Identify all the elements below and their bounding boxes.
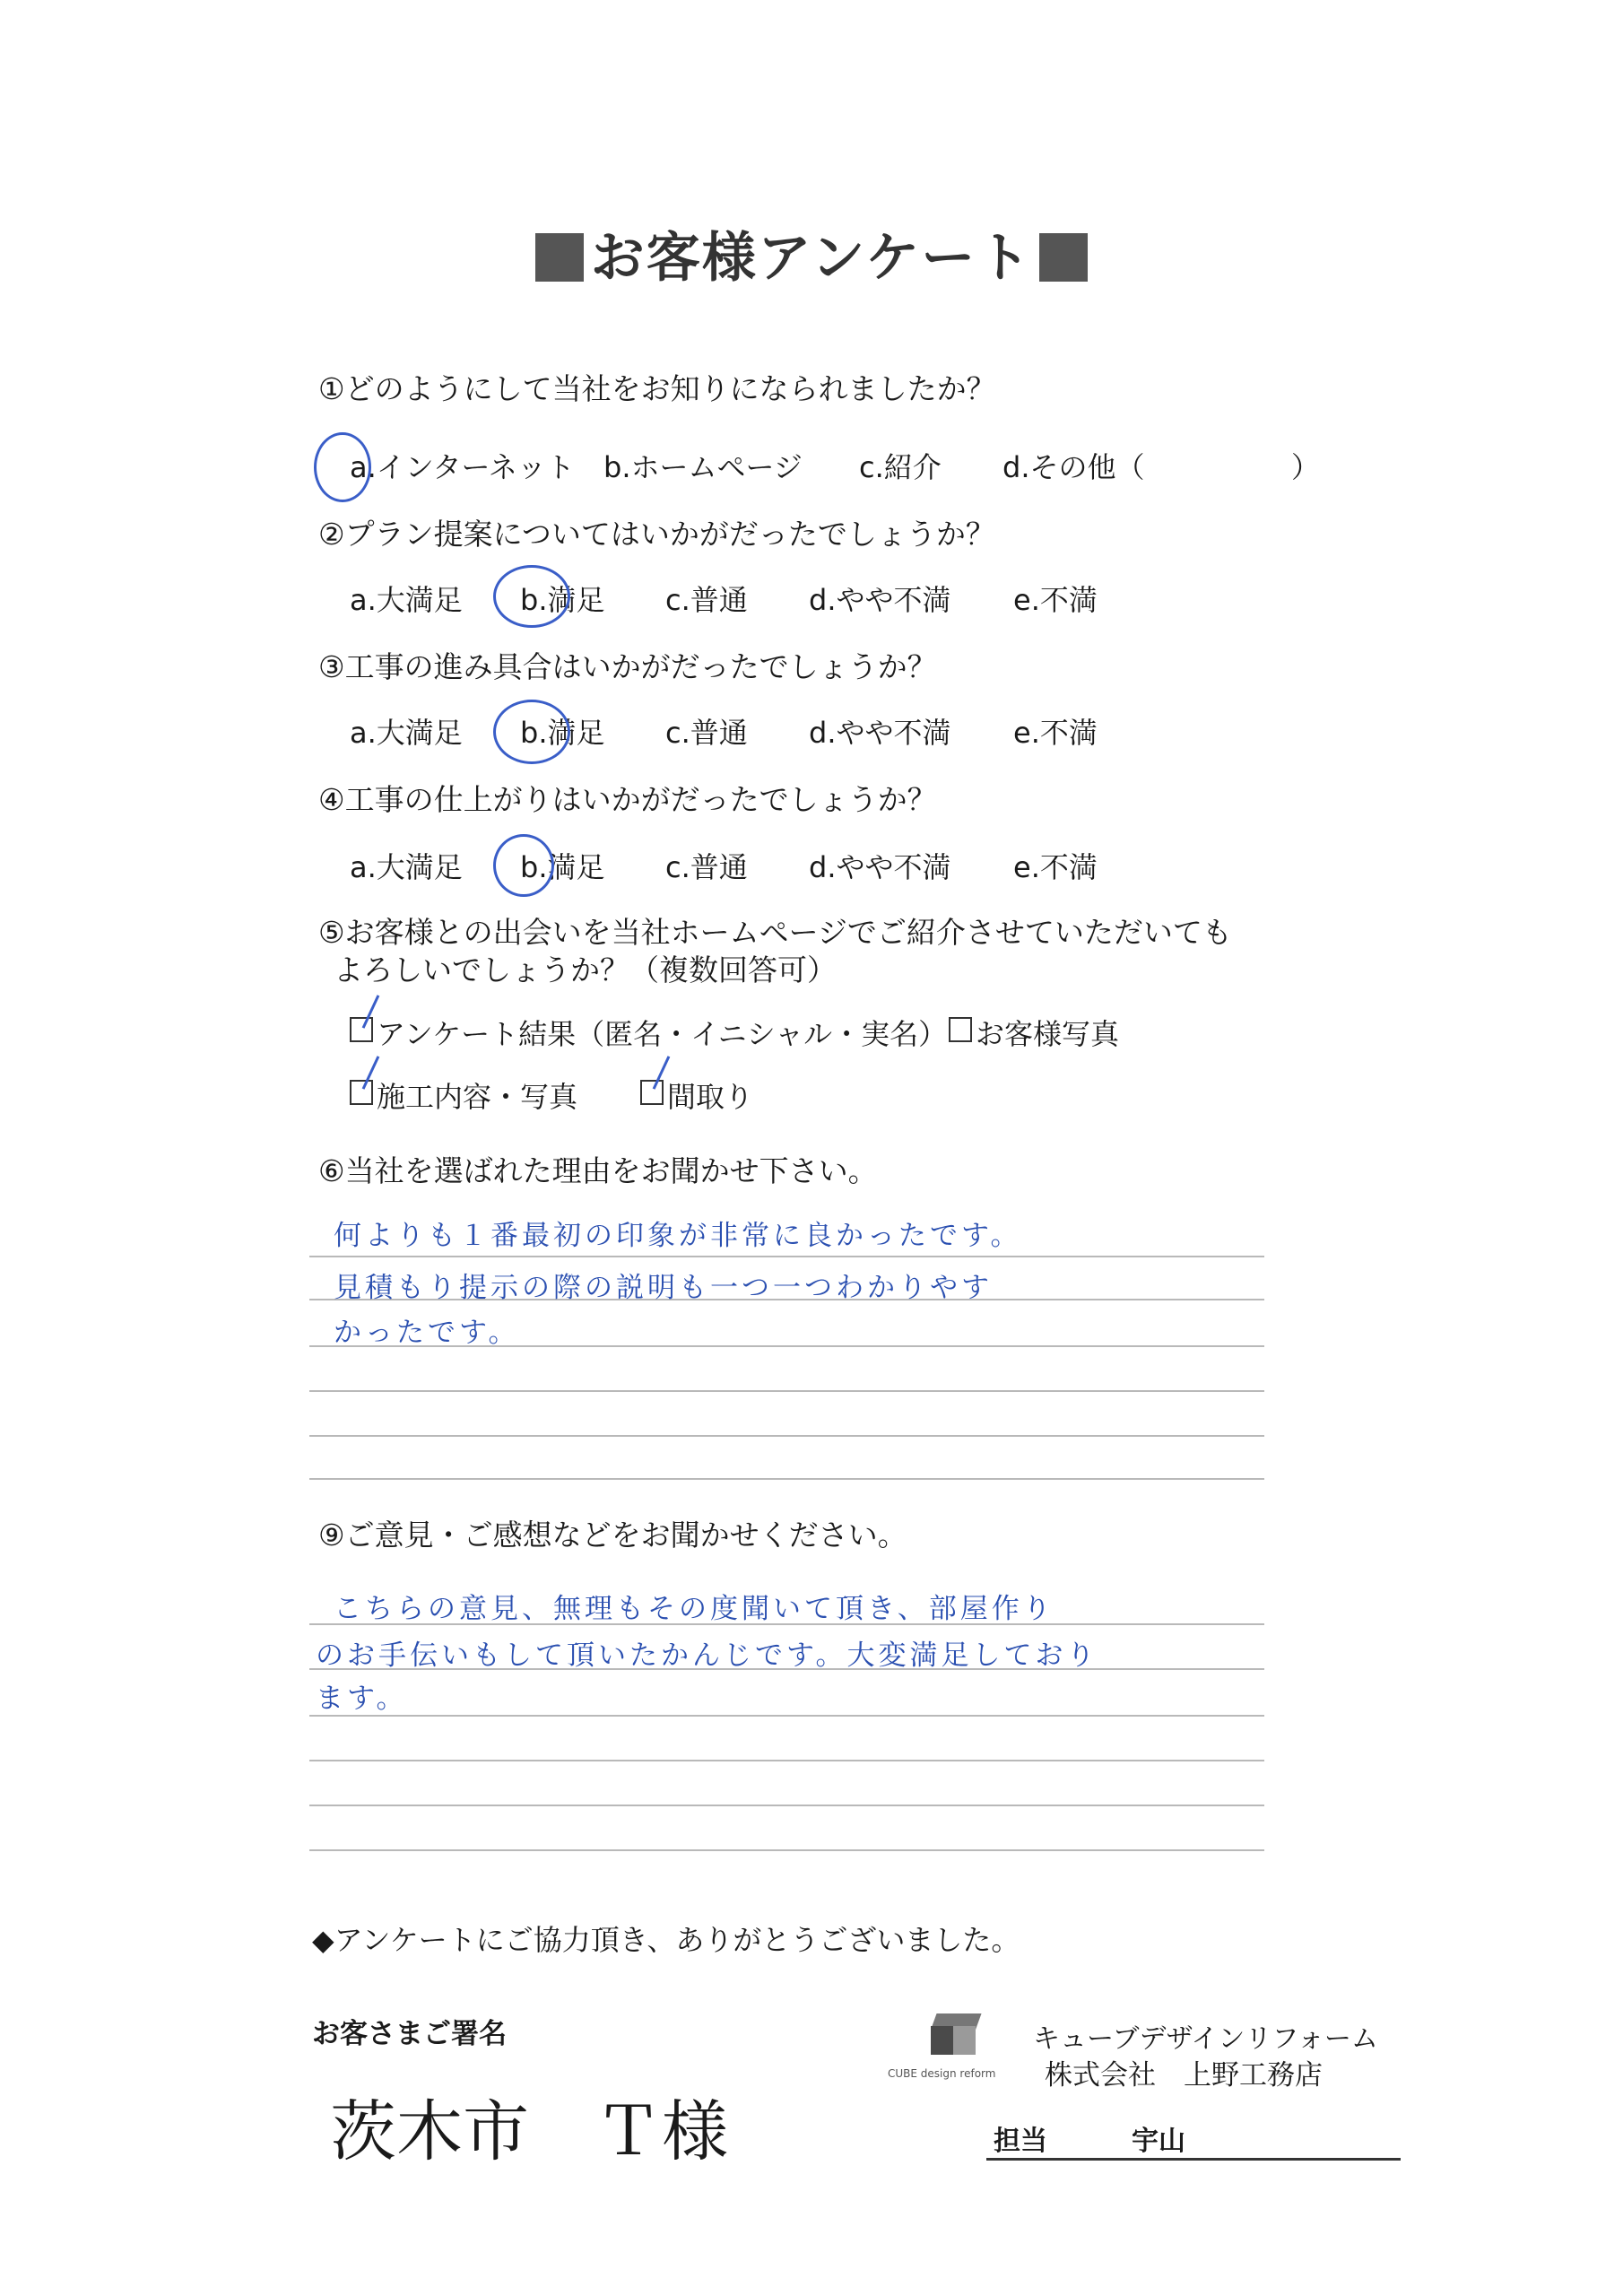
answer-rule xyxy=(309,1715,1264,1717)
q1-option-d-close: ） xyxy=(1291,450,1321,484)
q1-option-a[interactable]: a.インターネット xyxy=(350,450,575,484)
q5-checkbox-photo[interactable] xyxy=(949,1017,972,1042)
answer-rule xyxy=(309,1256,1264,1257)
question-2: ②プラン提案についてはいかがだったでしょうか？ xyxy=(318,517,995,552)
question-6: ⑥当社を選ばれた理由をお聞かせ下さい。 xyxy=(318,1153,878,1188)
staff-underline xyxy=(986,2158,1401,2161)
question-5-line1: ⑤お客様との出会いを当社ホームページでご紹介させていただいても xyxy=(318,915,1232,950)
question-5-line2: よろしいでしょうか？（複数回答可） xyxy=(334,952,837,987)
q5-option-photo: お客様写真 xyxy=(976,1017,1120,1051)
question-9: ⑨ご意見・ご感想などをお聞かせください。 xyxy=(318,1518,907,1552)
answer-rule xyxy=(309,1390,1264,1392)
survey-title xyxy=(0,215,1623,292)
signature-name: 茨木市 Ｔ様 xyxy=(330,2093,728,2170)
q9-answer-line-1: こちらの意見、無理もその度聞いて頂き、部屋作り xyxy=(334,1593,1055,1625)
question-3: ③工事の進み具合はいかがだったでしょうか？ xyxy=(318,649,937,684)
q4-option-e[interactable]: e.不満 xyxy=(1013,850,1098,884)
company-tagline: キューブデザインリフォーム xyxy=(1033,2023,1378,2055)
q5-option-floorplan: 間取り xyxy=(667,1080,754,1114)
answer-rule xyxy=(309,1478,1264,1480)
q3-option-b[interactable]: b.満足 xyxy=(520,716,605,750)
q9-answer-line-2: のお手伝いもして頂いたかんじです。大変満足しており xyxy=(316,1639,1098,1672)
q4-option-a[interactable]: a.大満足 xyxy=(350,850,463,884)
q2-option-e[interactable]: e.不満 xyxy=(1013,583,1098,617)
answer-circle-mark xyxy=(493,700,570,764)
q5-checkbox-survey[interactable] xyxy=(350,1017,373,1042)
staff-name: 宇山 xyxy=(1132,2126,1185,2157)
answer-circle-mark xyxy=(493,565,570,628)
q5-checkbox-floorplan[interactable] xyxy=(640,1080,664,1105)
answer-rule xyxy=(309,1760,1264,1761)
thanks-message: ◆アンケートにご協力頂き、ありがとうございました。 xyxy=(312,1923,1020,1957)
answer-circle-mark xyxy=(493,834,554,897)
q6-answer-line-2: 見積もり提示の際の説明も一つ一つわかりやす xyxy=(334,1272,993,1304)
q3-option-d[interactable]: d.やや不満 xyxy=(809,716,951,750)
answer-rule xyxy=(309,1805,1264,1806)
company-name: 株式会社 上野工務店 xyxy=(1045,2059,1323,2092)
question-1: ①どのようにして当社をお知りになられましたか？ xyxy=(318,371,996,406)
q5-option-survey: アンケート結果（匿名・イニシャル・実名） xyxy=(377,1017,948,1051)
question-4: ④工事の仕上がりはいかがだったでしょうか？ xyxy=(318,782,937,817)
q3-option-e[interactable]: e.不満 xyxy=(1013,716,1098,750)
q2-option-d[interactable]: d.やや不満 xyxy=(809,583,951,617)
q9-answer-line-3: ます。 xyxy=(316,1683,408,1715)
q2-option-b[interactable]: b.満足 xyxy=(520,583,605,617)
cube-logo-left xyxy=(931,2026,953,2055)
q4-option-c[interactable]: c.普通 xyxy=(665,850,748,884)
q3-option-c[interactable]: c.普通 xyxy=(665,716,748,750)
q1-option-d[interactable]: d.その他（ xyxy=(1002,450,1145,484)
answer-rule xyxy=(309,1849,1264,1851)
answer-rule xyxy=(309,1435,1264,1437)
q1-option-c[interactable]: c.紹介 xyxy=(859,450,942,484)
cube-logo-icon xyxy=(931,2013,976,2060)
logo-text: CUBE design reform xyxy=(888,2067,996,2080)
q2-option-c[interactable]: c.普通 xyxy=(665,583,748,617)
q4-option-b[interactable]: b.満足 xyxy=(520,850,605,884)
q6-answer-line-1: 何よりも１番最初の印象が非常に良かったです。 xyxy=(334,1220,1022,1252)
q3-option-a[interactable]: a.大満足 xyxy=(350,716,463,750)
q6-answer-line-3: かったです。 xyxy=(334,1317,520,1349)
q2-option-a[interactable]: a.大満足 xyxy=(350,583,463,617)
square-bullet-icon xyxy=(1039,233,1088,282)
q5-checkbox-work[interactable] xyxy=(350,1080,373,1105)
title-text: お客様アンケート xyxy=(590,227,1033,290)
signature-label: お客さまご署名 xyxy=(312,2018,507,2050)
cube-logo-right xyxy=(953,2026,976,2055)
q4-option-d[interactable]: d.やや不満 xyxy=(809,850,951,884)
q5-option-work: 施工内容・写真 xyxy=(377,1080,578,1114)
staff-label: 担当 xyxy=(994,2126,1047,2157)
answer-circle-mark xyxy=(314,432,371,502)
q1-option-b[interactable]: b.ホームページ xyxy=(603,450,803,484)
square-bullet-icon xyxy=(535,233,584,282)
